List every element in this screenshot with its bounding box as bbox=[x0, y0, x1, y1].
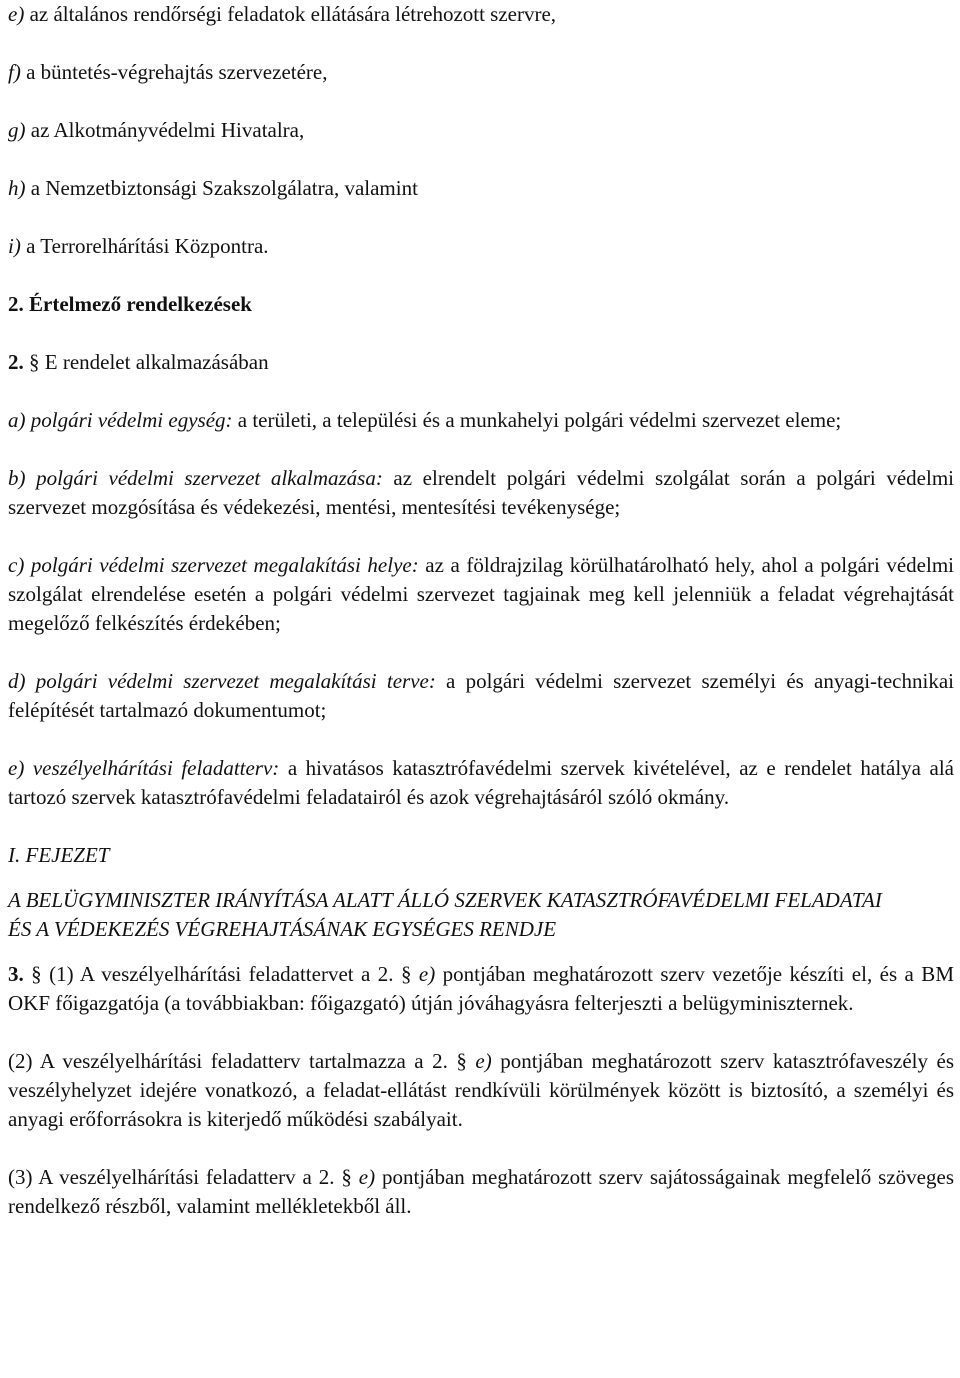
section-intro bbox=[8, 348, 954, 377]
paragraph-text: § (1) A veszélyelhárítási feladattervet a 2. § bbox=[23, 962, 419, 986]
definition-text: a polgári védelmi szervezet személyi és anyagi-technikai felépítését tartalmazó dokumentumot; bbox=[8, 669, 954, 722]
list-label: i) bbox=[8, 234, 21, 258]
list-block bbox=[8, 0, 954, 261]
definition-item bbox=[8, 464, 954, 522]
section-number: 2. bbox=[8, 350, 24, 374]
definition-text: a hivatásos katasztrófavédelmi szervek kivételével, az e rendelet hatálya alá tartozó szervek katasztrófavédelmi feladatairól és azok végrehajtásáról szóló okmány. bbox=[8, 756, 954, 809]
list-text: a Terrorelhárítási Központra. bbox=[20, 234, 269, 258]
chapter-title bbox=[8, 886, 954, 944]
section-sign: § bbox=[23, 350, 45, 374]
list-label: h) bbox=[8, 176, 26, 200]
definition-item bbox=[8, 406, 954, 435]
definition-term: c) polgári védelmi szervezet megalakítási helye: bbox=[8, 553, 419, 577]
list-item bbox=[8, 232, 954, 261]
list-label: f) bbox=[8, 60, 21, 84]
definition-item bbox=[8, 754, 954, 812]
list-text: a büntetés-végrehajtás szervezetére, bbox=[20, 60, 328, 84]
list-text: a Nemzetbiztonsági Szakszolgálatra, valamint bbox=[25, 176, 418, 200]
paragraph-text: (2) A veszélyelhárítási feladatterv tartalmazza a 2. § bbox=[8, 1049, 476, 1073]
list-label: e) bbox=[8, 2, 25, 26]
section-paragraph bbox=[8, 960, 954, 1018]
definition-term: a) polgári védelmi egység: bbox=[8, 408, 233, 432]
list-item bbox=[8, 174, 954, 203]
section-paragraph bbox=[8, 1047, 954, 1134]
paragraph-text: pontjában meghatározott szerv katasztrófaveszély és veszélyhelyzet idejére vonatkozó, a feladat-ellátást rendkívüli körülmények között is biztosító, a személyi és anyagi erőforrásokra is kiterjedő működési szabályait. bbox=[8, 1049, 955, 1131]
list-item bbox=[8, 116, 954, 145]
list-label: g) bbox=[8, 118, 26, 142]
chapter-title-line: A BELÜGYMINISZTER IRÁNYÍTÁSA ALATT ÁLLÓ SZERVEK KATASZTRÓFAVÉDELMI FELADATAI bbox=[8, 888, 882, 912]
definition-text: az elrendelt polgári védelmi szolgálat során a polgári védelmi szervezet mozgósítása és védekezési, mentési, mentesítési tevékenysége; bbox=[8, 466, 954, 519]
chapter-title-line: ÉS A VÉDEKEZÉS VÉGREHAJTÁSÁNAK EGYSÉGES RENDJE bbox=[8, 917, 557, 941]
paragraph-text: (3) A veszélyelhárítási feladatterv a 2. § bbox=[8, 1165, 359, 1189]
list-item bbox=[8, 0, 954, 29]
definition-text: a területi, a települési és a munkahelyi polgári védelmi szervezet eleme; bbox=[232, 408, 842, 432]
definition-text: az a földrajzilag körülhatárolható hely, ahol a polgári védelmi szolgálat elrendelése esetén a polgári védelmi szervezet tagjainak meg kell jelenniük a feladat végrehajtását megelőző felkészítés érdekében; bbox=[8, 553, 954, 635]
section-intro-text: E rendelet alkalmazásában bbox=[44, 350, 269, 374]
definition-term: d) polgári védelmi szervezet megalakítási terve: bbox=[8, 669, 436, 693]
section-number: 3. bbox=[8, 962, 24, 986]
paragraph-text: pontjában meghatározott szerv vezetője készíti el, és a BM OKF főigazgatója (a továbbiakban: főigazgató) útján jóváhagyásra felterjeszti a belügyminiszternek. bbox=[8, 962, 954, 1015]
definition-term: e) veszélyelhárítási feladatterv: bbox=[8, 756, 280, 780]
list-text: az Alkotmányvédelmi Hivatalra, bbox=[25, 118, 305, 142]
definition-term: b) polgári védelmi szervezet alkalmazása: bbox=[8, 466, 383, 490]
list-item bbox=[8, 58, 954, 87]
definition-item bbox=[8, 667, 954, 725]
paragraph-text: pontjában meghatározott szerv sajátosságainak megfelelő szöveges rendelkező részből, valamint mellékletekből áll. bbox=[8, 1165, 954, 1218]
section-heading: 2. Értelmező rendelkezések bbox=[8, 292, 252, 316]
section-paragraph bbox=[8, 1163, 954, 1221]
paragraph-ref: e) bbox=[418, 962, 436, 986]
paragraph-ref: e) bbox=[475, 1049, 492, 1073]
list-text: az általános rendőrségi feladatok ellátására létrehozott szervre, bbox=[24, 2, 557, 26]
paragraph-ref: e) bbox=[358, 1165, 376, 1189]
chapter-label: I. FEJEZET bbox=[8, 843, 110, 867]
definition-item bbox=[8, 551, 954, 638]
